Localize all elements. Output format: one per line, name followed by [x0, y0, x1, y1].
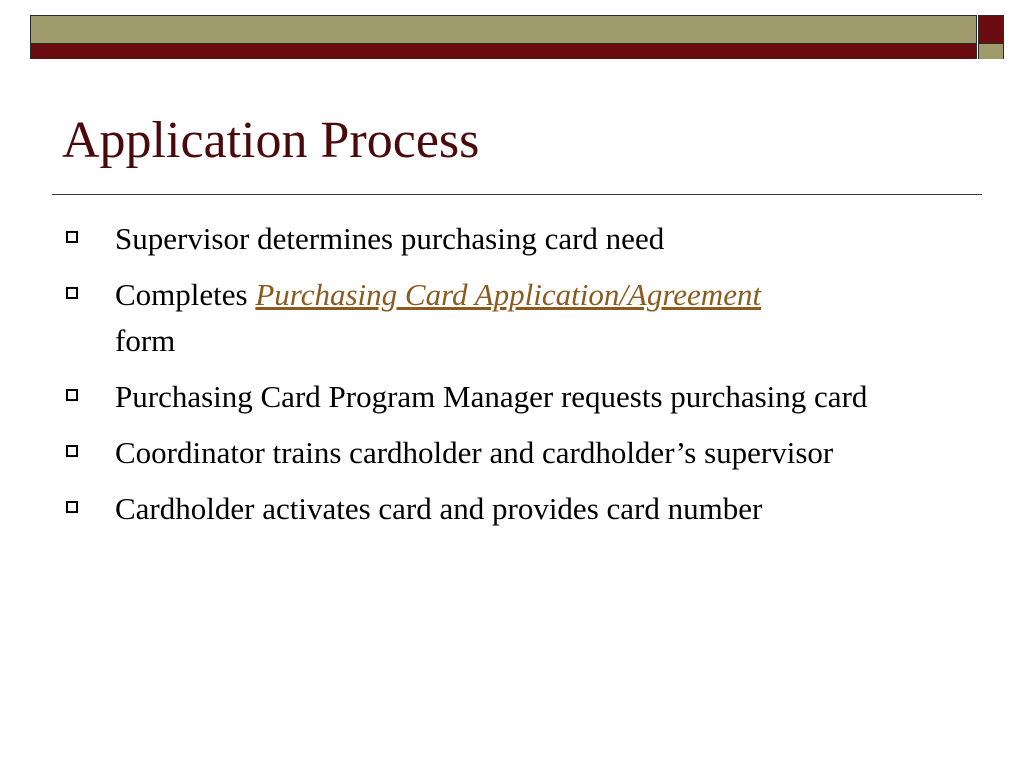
header-band-olive-stripe — [31, 16, 976, 43]
bullet-text-suffix: form — [115, 323, 176, 358]
hollow-square-bullet-icon — [66, 287, 78, 299]
slide-title: Application Process — [62, 112, 480, 169]
hollow-square-bullet-icon — [66, 389, 78, 401]
bullet-text: Purchasing Card Program Manager requests purchasing card — [115, 379, 868, 414]
corner-block-olive — [979, 43, 1003, 59]
header-band-maroon-stripe — [31, 43, 976, 59]
bullet-text-prefix: Completes — [115, 277, 256, 312]
bullet-item — [62, 216, 962, 262]
bullet-item — [62, 430, 962, 476]
bullet-list — [62, 216, 962, 542]
bullet-text: Cardholder activates card and provides card number — [115, 491, 763, 526]
header-decorative-band — [30, 15, 977, 59]
hollow-square-bullet-icon — [66, 501, 78, 513]
hollow-square-bullet-icon — [66, 231, 78, 243]
header-corner-block — [978, 15, 1004, 59]
application-agreement-link[interactable]: Purchasing Card Application/Agreement — [255, 277, 762, 312]
bullet-item — [62, 374, 962, 420]
title-divider — [52, 194, 982, 195]
bullet-item — [62, 272, 962, 364]
hollow-square-bullet-icon — [66, 445, 78, 457]
bullet-item — [62, 486, 962, 532]
bullet-text: Coordinator trains cardholder and cardholder’s supervisor — [115, 435, 834, 470]
bullet-text: Supervisor determines purchasing card need — [115, 221, 665, 256]
corner-block-maroon — [979, 16, 1003, 43]
